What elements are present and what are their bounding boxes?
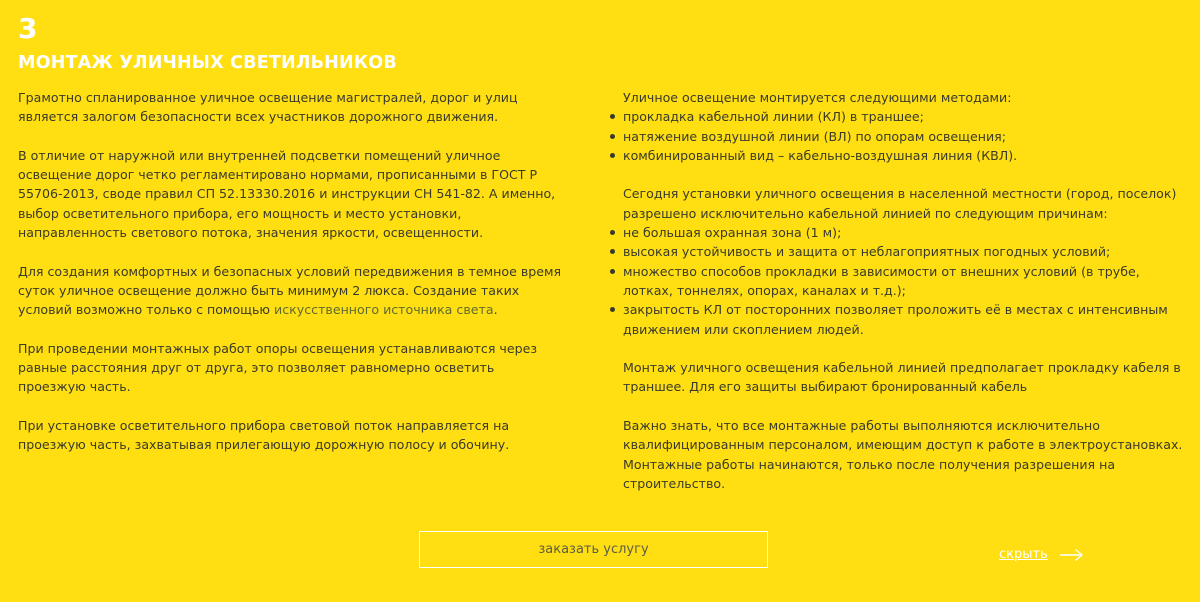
reasons-block [623,184,1188,338]
page-title: МОНТАЖ УЛИЧНЫХ СВЕТИЛЬНИКОВ [18,53,397,73]
list-item: не большая охранная зона (1 м); [623,223,1188,242]
hide-button[interactable] [999,546,1084,564]
paragraph: Грамотно спланированное уличное освещение магистралей, дорог и улиц является залогом безопасности всех участников дорожного движения. [18,90,518,125]
list-item: закрытость КЛ от посторонних позволяет проложить её в местах с интенсивным движением или скоплением людей. [623,300,1188,339]
paragraph: Важно знать, что все монтажные работы выполняются исключительно квалифицированным персоналом, имеющим доступ к работе в электроустановках. Монтажные работы начинаются, только после получения разрешения на строительство. [623,418,1183,491]
reasons-intro: Сегодня установки уличного освещения в населенной местности (город, поселок) разрешено исключительно кабельной линией по следующим причинам: [623,186,1177,221]
paragraph: При проведении монтажных работ опоры освещения устанавливаются через равные расстояния друг от друга, это позволяет равномерно осветить проезжую часть. [18,340,538,395]
reasons-list [623,223,1188,339]
left-column [18,88,563,455]
paragraph-text: Для создания комфортных и безопасных условий передвижения в темное время суток уличное освещение должно быть минимум 2 люкса. Создание таких условий возможно только с помощью [18,263,562,318]
step-number: 3 [18,12,38,45]
methods-block [623,88,1188,165]
paragraph: Монтаж уличного освещения кабельной линией предполагает прокладку кабеля в траншее. Для его защиты выбирают бронированный кабель [623,360,1181,395]
hide-label: скрыть [999,547,1048,562]
artificial-light-source-link[interactable]: искусственного источника света [274,302,494,318]
paragraph: В отличие от наружной или внутренней подсветки помещений уличное освещение дорог четко регламентировано нормами, прописанными в ГОСТ Р 55706-2013, своде правил СП 52.13330.2016 и инструкции СН 541-82. А именно, выбор осветительного прибора, его мощность и место установки, направленность светового потока, значения яркости, освещенности. [18,147,556,241]
list-item: натяжение воздушной линии (ВЛ) по опорам освещения; [623,127,1188,146]
paragraph [18,262,563,320]
list-item: комбинированный вид – кабельно-воздушная линия (КВЛ). [623,146,1188,165]
list-item: высокая устойчивость и защита от неблагоприятных погодных условий; [623,242,1188,261]
methods-intro: Уличное освещение монтируется следующими методами: [623,90,1012,105]
order-service-button[interactable]: заказать услугу [419,531,768,568]
arrow-right-icon [1060,549,1084,561]
important-block [623,416,1188,493]
paragraph: При установке осветительного прибора световой поток направляется на проезжую часть, захватывая прилегающую дорожную полосу и обочину. [18,418,510,453]
paragraph-text: . [493,302,498,318]
list-item: множество способов прокладки в зависимости от внешних условий (в трубе, лотках, тоннелях, опорах, каналах и т.д.); [623,262,1188,301]
methods-list [623,107,1188,165]
list-item: прокладка кабельной линии (КЛ) в траншее; [623,107,1188,126]
cable-block [623,358,1188,397]
right-column [623,88,1188,493]
